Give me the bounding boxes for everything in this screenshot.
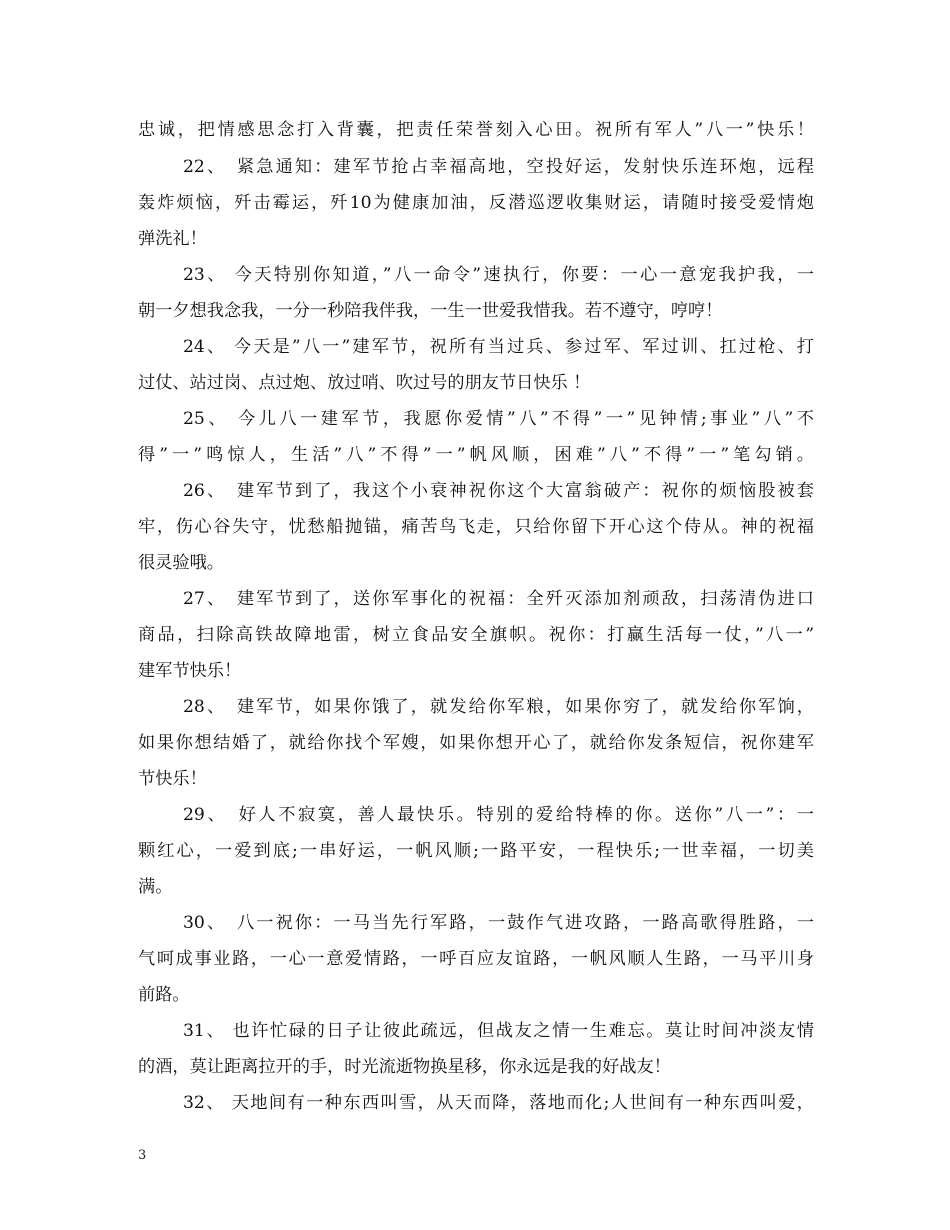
- page-number: 3: [138, 1148, 147, 1163]
- text-line: 28、 建军节，如果你饿了，就发给你军粮，如果你穷了，就发给你军饷，: [183, 697, 814, 717]
- text-line: 牢，伤心谷失守，忧愁船抛锚，痛苦鸟飞走，只给你留下开心这个侍从。神的祝福: [138, 517, 814, 537]
- text-line: 弹洗礼！: [138, 229, 207, 249]
- text-line: 30、 八一祝你：一马当先行军路，一鼓作气进攻路，一路高歌得胜路，一: [183, 913, 814, 933]
- text-line: 27、 建军节到了，送你军事化的祝福：全歼灭添加剂顽敌，扫荡清伪进口: [183, 589, 814, 609]
- text-line: 满。: [138, 877, 173, 897]
- text-line: 前路。: [138, 985, 190, 1005]
- text-line: 的酒，莫让距离拉开的手，时光流逝物换星移，你永远是我的好战友！: [138, 1057, 671, 1077]
- text-line: 得”一”鸣惊人，生活”八”不得”一”帆风顺，困难”八”不得”一”笔勾销。: [138, 445, 814, 465]
- text-line: 气呵成事业路，一心一意爱情路，一呼百应友谊路，一帆风顺人生路，一马平川身: [138, 949, 814, 969]
- text-line: 颗红心，一爱到底;一串好运，一帆风顺;一路平安，一程快乐;一世幸福，一切美: [138, 841, 814, 861]
- text-line: 过仗、站过岗、点过炮、放过哨、吹过号的朋友节日快乐 ！: [138, 373, 591, 393]
- text-line: 31、 也许忙碌的日子让彼此疏远，但战友之情一生难忘。莫让时间冲淡友情: [183, 1021, 814, 1041]
- text-line: 建军节快乐！: [138, 661, 242, 681]
- text-line: 忠诚，把情感思念打入背囊，把责任荣誉刻入心田。祝所有军人”八一”快乐！: [138, 120, 814, 140]
- text-line: 如果你想结婚了，就给你找个军嫂，如果你想开心了，就给你发条短信，祝你建军: [138, 733, 814, 753]
- text-line: 节快乐！: [138, 769, 207, 789]
- text-line: 25、 今儿八一建军节，我愿你爱情”八”不得”一”见钟情;事业”八”不: [183, 409, 814, 429]
- text-line: 23、 今天特别你知道，”八一命令”速执行，你要：一心一意宠我护我，一: [183, 265, 814, 285]
- text-line: 26、 建军节到了，我这个小衰神祝你这个大富翁破产：祝你的烦恼股被套: [183, 481, 814, 501]
- text-line: 朝一夕想我念我，一分一秒陪我伴我，一生一世爱我惜我。若不遵守，哼哼！: [138, 301, 723, 321]
- text-line: 32、 天地间有一种东西叫雪，从天而降，落地而化;人世间有一种东西叫爱，: [183, 1093, 814, 1113]
- text-line: 轰炸烦恼，歼击霉运，歼10为健康加油，反潜巡逻收集财运，请随时接受爱情炮: [138, 193, 814, 213]
- text-line: 很灵验哦。: [138, 553, 224, 573]
- text-line: 商品，扫除高铁故障地雷，树立食品安全旗帜。祝你：打赢生活每一仗，”八一”: [138, 625, 814, 645]
- text-line: 22、 紧急通知：建军节抢占幸福高地，空投好运，发射快乐连环炮，远程: [183, 157, 814, 177]
- text-line: 24、 今天是”八一”建军节，祝所有当过兵、参过军、军过训、扛过枪、打: [183, 337, 814, 357]
- text-line: 29、 好人不寂寞，善人最快乐。特别的爱给特棒的你。送你”八一”：一: [183, 805, 814, 825]
